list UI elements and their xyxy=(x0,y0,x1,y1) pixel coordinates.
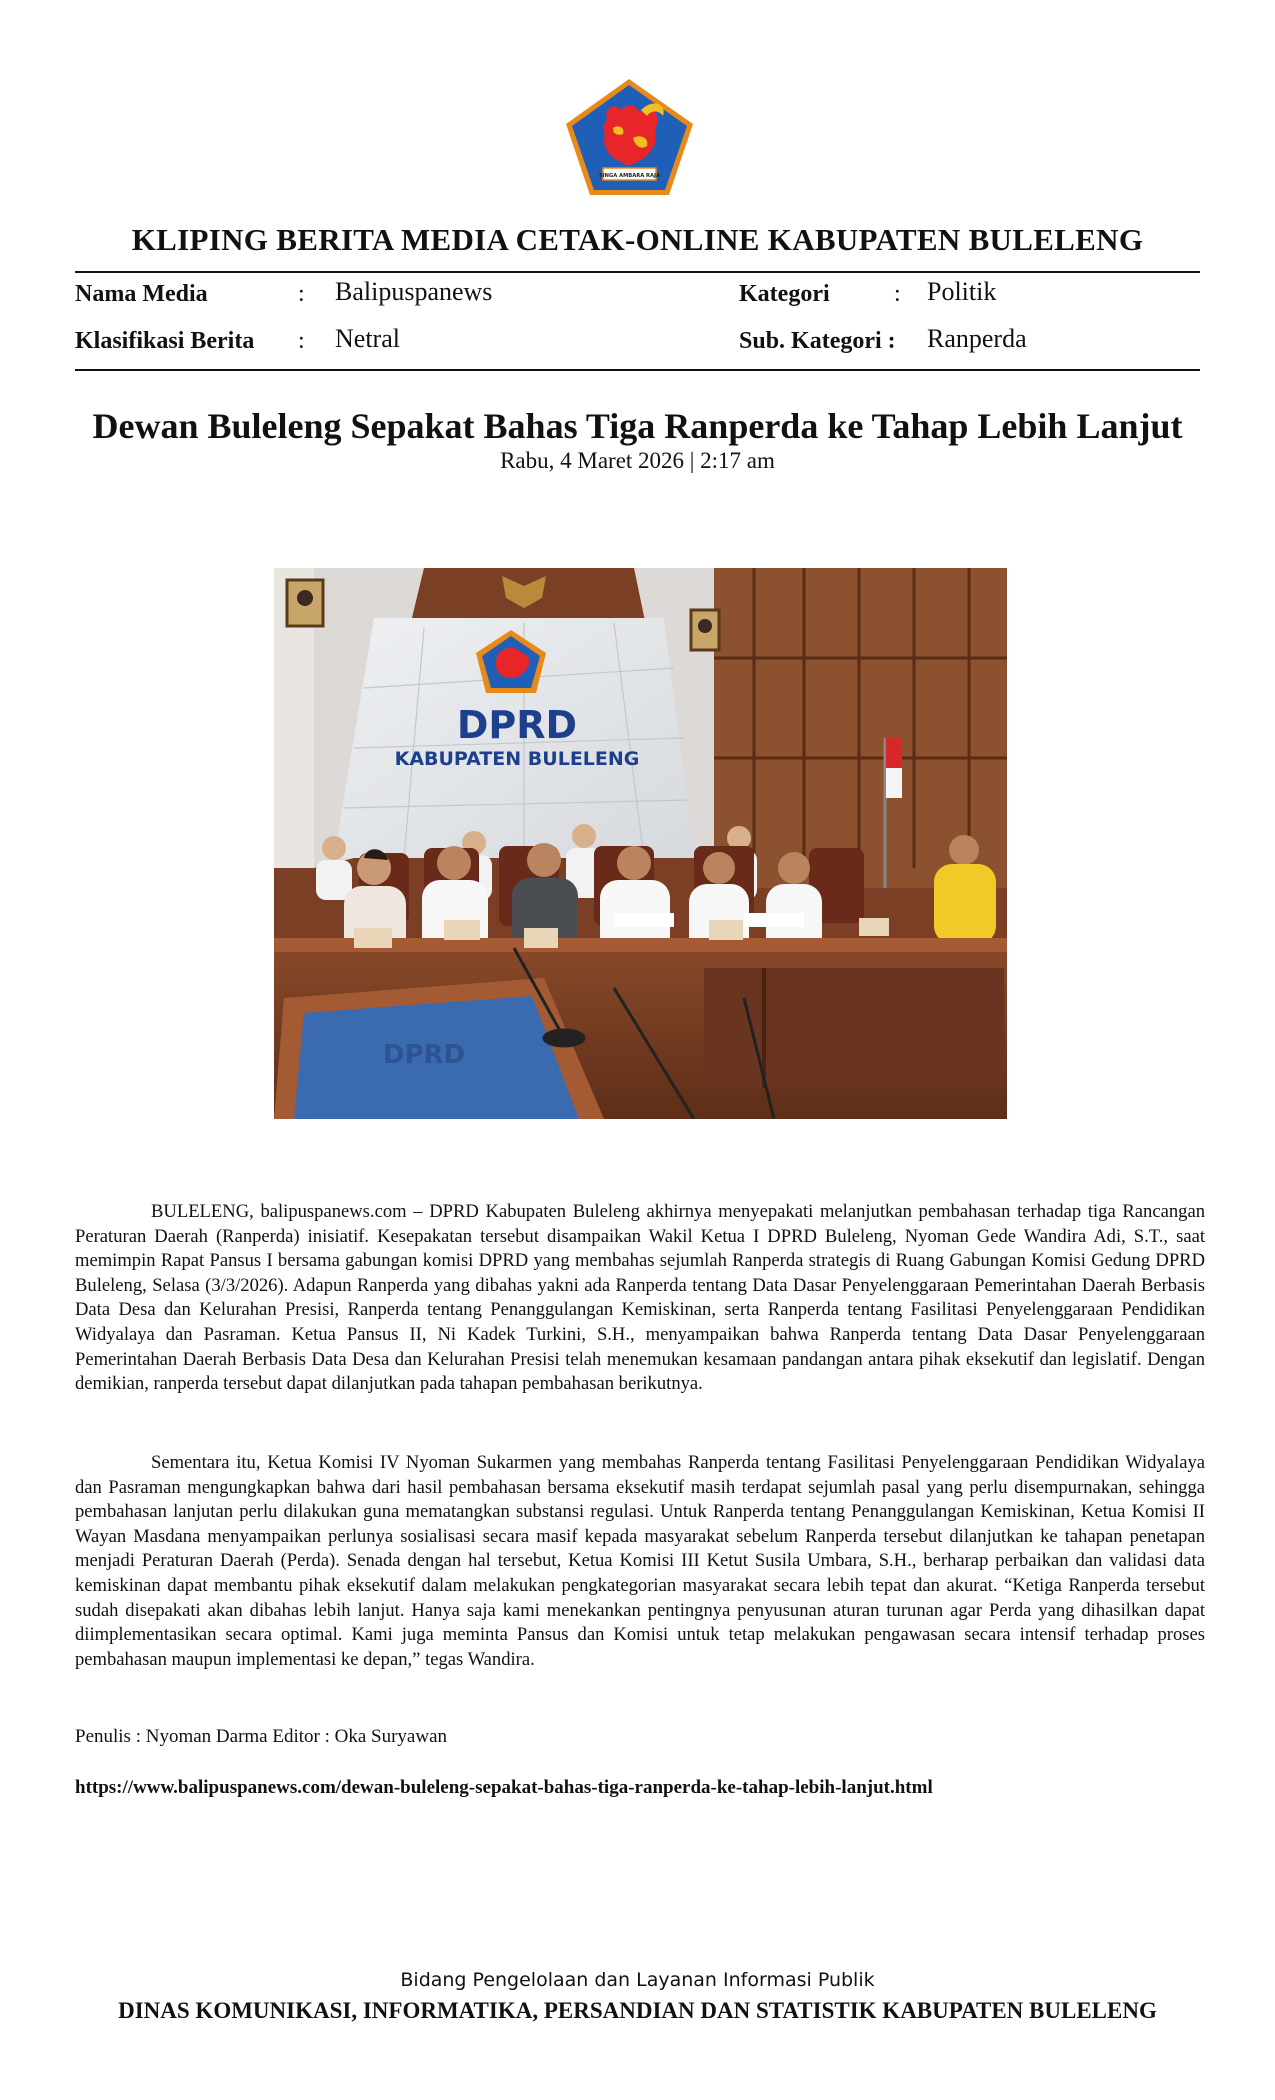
media-value: Balipuspanews xyxy=(335,277,493,306)
article-credits: Penulis : Nyoman Darma Editor : Oka Suryawan xyxy=(75,1726,448,1747)
footer-agency: DINAS KOMUNIKASI, INFORMATIKA, PERSANDIAN DAN STATISTIK KABUPATEN BULELENG xyxy=(118,1998,1157,2023)
document-title: KLIPING BERITA MEDIA CETAK-ONLINE KABUPATEN BULELENG xyxy=(131,222,1144,257)
klasifikasi-colon: : xyxy=(298,328,305,354)
media-colon: : xyxy=(298,281,305,307)
wall-text-kabupaten: KABUPATEN BULELENG xyxy=(394,748,640,770)
klasifikasi-value: Netral xyxy=(335,324,400,353)
wall-text-dprd: DPRD xyxy=(456,703,578,747)
regency-emblem-icon xyxy=(563,76,696,198)
footer-division: Bidang Pengelolaan dan Layanan Informasi Publik xyxy=(400,1969,875,1991)
klasifikasi-label: Klasifikasi Berita xyxy=(75,328,255,354)
article-headline: Dewan Buleleng Sepakat Bahas Tiga Ranperda ke Tahap Lebih Lanjut xyxy=(92,406,1183,446)
source-url-link[interactable]: https://www.balipuspanews.com/dewan-buleleng-sepakat-bahas-tiga-ranperda-ke-tahap-lebih-lanjut.html xyxy=(75,1777,933,1798)
article-photo xyxy=(274,568,1007,1119)
article-body xyxy=(75,1200,1205,1397)
media-label: Nama Media xyxy=(75,281,208,307)
svg-text:DPRD: DPRD xyxy=(382,1040,466,1070)
article-paragraph-2: Sementara itu, Ketua Komisi IV Nyoman Sukarmen yang membahas Ranperda tentang Fasilitasi Penyelenggaraan Pendidikan Widyalaya dan Pasraman mengungkapkan bahwa dari hasil pembahasan bersama eksekutif masih terdapat sejumlah pasal yang perlu disempurnakan, sehingga pembahasan lanjutan perlu dilakukan guna mematangkan substansi regulasi. Untuk Ranperda tentang Penanggulangan Kemiskinan, Ketua Komisi II Wayan Masdana menyampaikan perlunya sosialisasi secara masif kepada masyarakat sebelum Ranperda tersebut dilanjutkan ke tahapan penetapan menjadi Peraturan Daerah (Perda). Senada dengan hal tersebut, Ketua Komisi III Ketut Susila Umbara, S.H., berharap perbaikan dan validasi data kemiskinan dapat membantu pihak eksekutif dalam melakukan pengkategorian masyarakat secara lebih tepat dan akurat. “Ketiga Ranperda tersebut sudah disepakati akan dibahas lebih lanjut. Hanya saja kami menekankan pentingnya penyusunan aturan turunan agar Perda yang dihasilkan dapat diimplementasikan secara optimal. Kami juga meminta Pansus dan Komisi untuk tetap melakukan pengawasan secara intensif terhadap proses pembahasan maupun implementasi ke depan,” tegas Wandira. xyxy=(75,1452,1205,1670)
subkategori-label: Sub. Kategori : xyxy=(739,328,896,354)
article-body-continued xyxy=(75,1451,1205,1672)
kategori-value: Politik xyxy=(927,277,997,306)
article-paragraph-1: BULELENG, balipuspanews.com – DPRD Kabupaten Buleleng akhirnya menyepakati melanjutkan pembahasan terhadap tiga Rancangan Peraturan Daerah (Ranperda) inisiatif. Kesepakatan tersebut disampaikan Wakil Ketua I DPRD Buleleng, Nyoman Gede Wandira Adi, S.T., saat memimpin Rapat Pansus I bersama gabungan komisi DPRD yang membahas sejumlah Ranperda strategis di Ruang Gabungan Komisi Gedung DPRD Buleleng, Selasa (3/3/2026). Adapun Ranperda yang dibahas yakni ada Ranperda tentang Data Dasar Penyelenggaraan Pemerintahan Daerah Berbasis Data Desa dan Kelurahan Presisi, Ranperda tentang Penanggulangan Kemiskinan, serta Ranperda tentang Fasilitasi Penyelenggaraan Pendidikan Widyalaya dan Pasraman. Ketua Pansus II, Ni Kadek Turkini, S.H., menyampaikan bahwa Ranperda tentang Data Dasar Penyelenggaraan Pemerintahan Daerah Berbasis Data Desa dan Kelurahan Presisi telah menemukan kesamaan pandangan antara pihak eksekutif dan legislatif. Dengan demikian, ranperda tersebut dapat dilanjutkan pada tahapan pembahasan berikutnya. xyxy=(75,1201,1205,1395)
svg-text:SINGA AMBARA RAJA: SINGA AMBARA RAJA xyxy=(598,173,661,179)
header-divider-top xyxy=(75,271,1200,273)
kategori-colon: : xyxy=(894,281,901,307)
subkategori-value: Ranperda xyxy=(927,324,1027,353)
article-dateline: Rabu, 4 Maret 2026 | 2:17 am xyxy=(500,448,775,473)
header-divider-bottom xyxy=(75,369,1200,371)
kategori-label: Kategori xyxy=(739,281,830,307)
